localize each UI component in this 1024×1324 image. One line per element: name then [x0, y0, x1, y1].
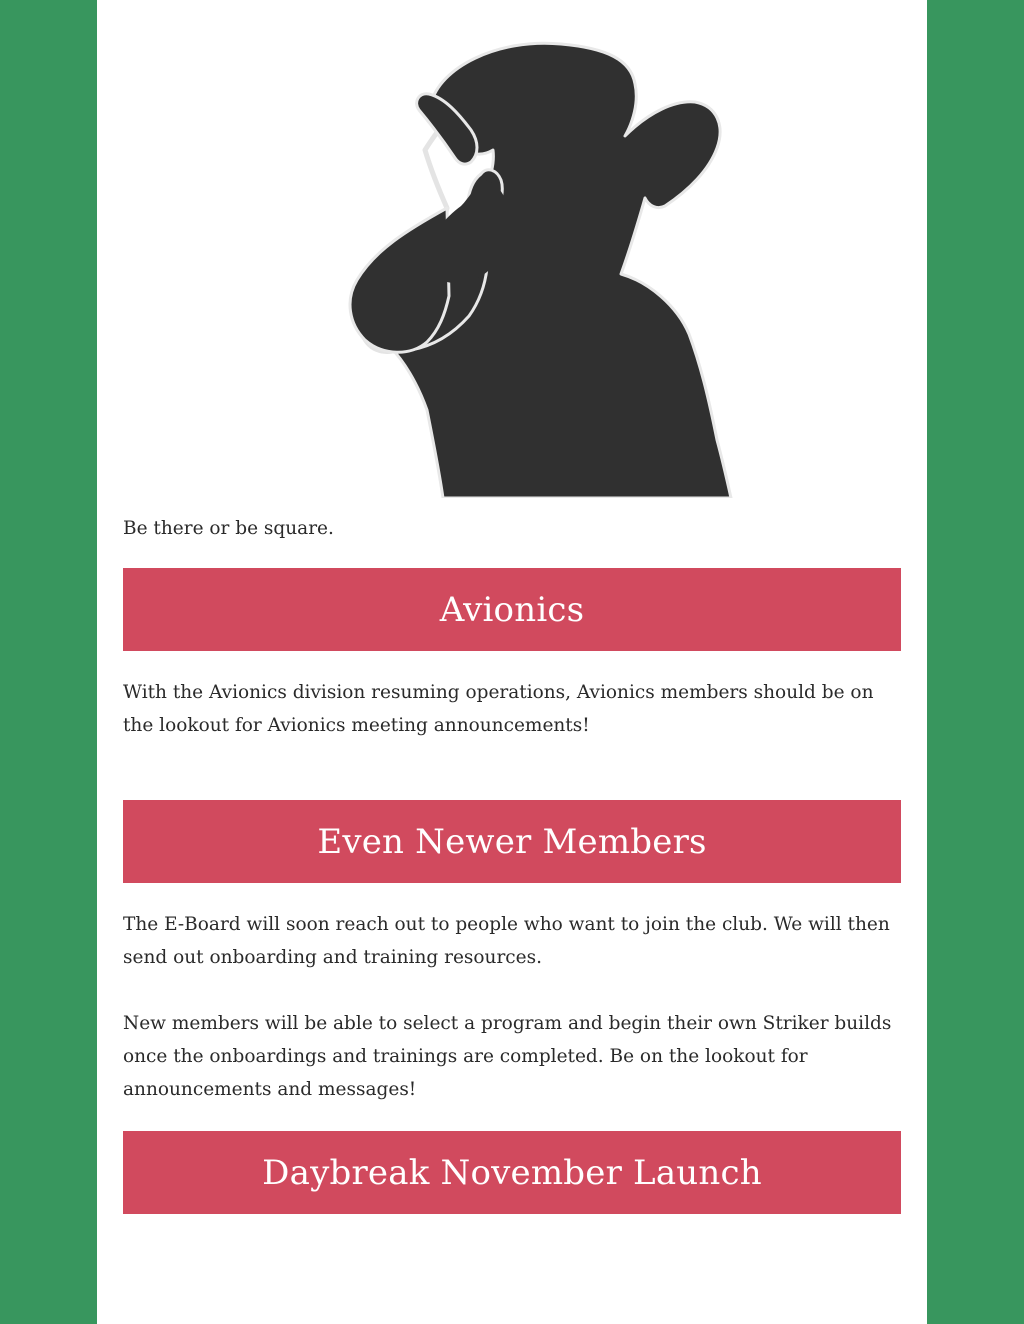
avionics-paragraph: With the Avionics division resuming operations, Avionics members should be on the lookout for Avionics meeting announcements!	[123, 682, 874, 736]
cowboy-silhouette-image	[257, 30, 747, 498]
intro-text: Be there or be square.	[123, 518, 334, 539]
section-heading-daybreak-november-launch: Daybreak November Launch	[123, 1131, 901, 1214]
new-members-paragraph-2: New members will be able to select a program and begin their own Striker builds once the onboardings and trainings are completed. Be on the lookout for announcements and messages!	[123, 1013, 892, 1100]
new-members-paragraph-1: The E-Board will soon reach out to people who want to join the club. We will then send out onboarding and training resources.	[123, 914, 890, 968]
section-heading-avionics: Avionics	[123, 568, 901, 651]
section-heading-even-newer-members: Even Newer Members	[123, 800, 901, 883]
newsletter-page	[97, 0, 927, 1324]
cowboy-silhouette-icon	[350, 43, 731, 498]
